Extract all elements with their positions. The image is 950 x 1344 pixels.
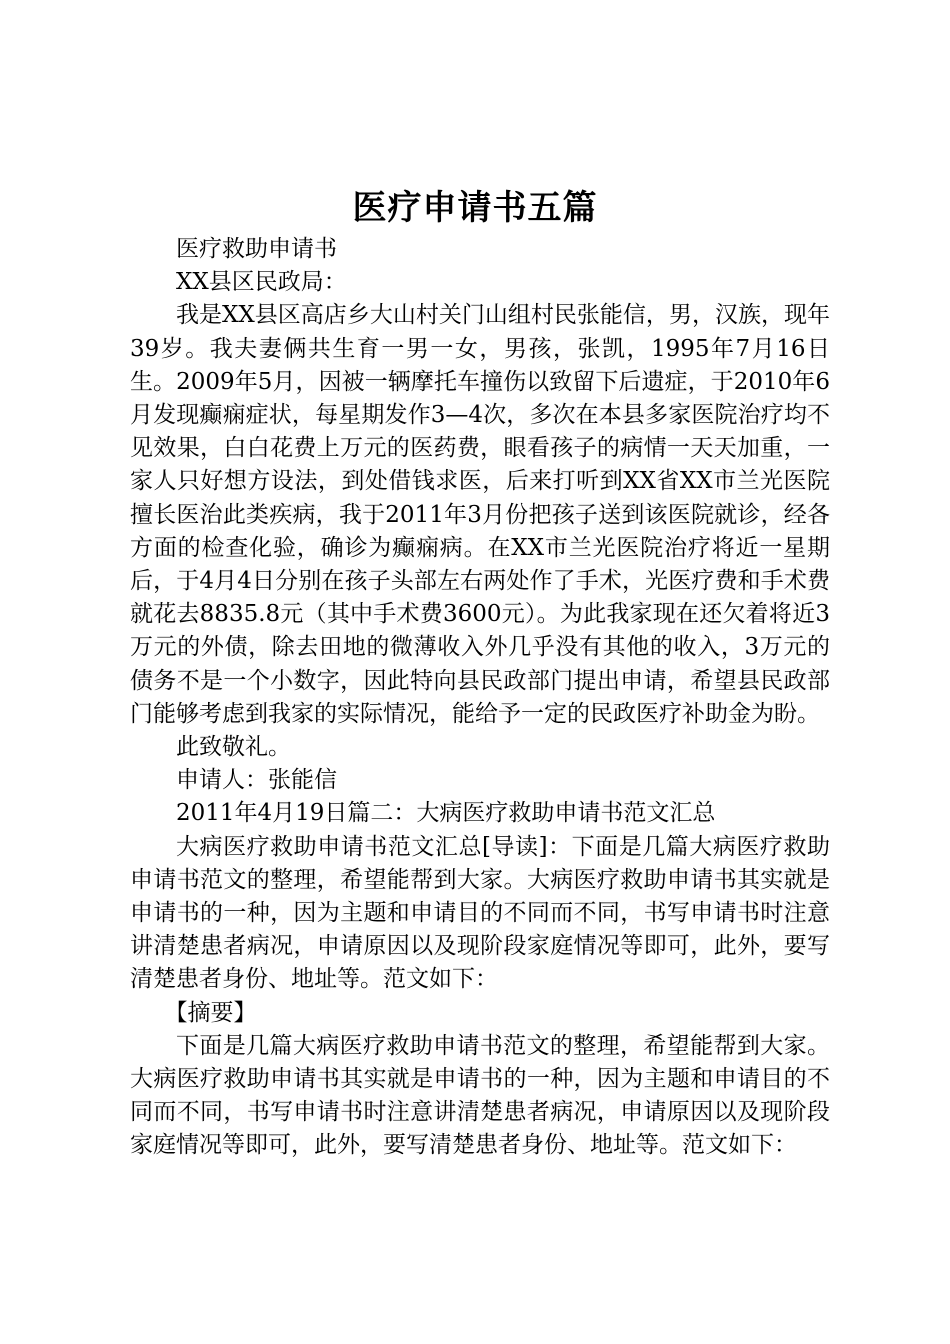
paragraph-abstract-label: 【摘要】 bbox=[164, 999, 257, 1026]
paragraph-heading: 医疗救助申请书 bbox=[176, 236, 337, 262]
paragraph-guide: 大病医疗救助申请书范文汇总[导读]：下面是几篇大病医疗救助申请书范文的整理，希望能帮到大家。大病医疗救助申请书其实就是申请书的一种，因为主题和申请目的不同而不同，书写申请书时注意讲清楚患者病况，申请原因以及现阶段家庭情况等即可，此外，要写清楚患者身份、地址等。范文如下： bbox=[130, 833, 830, 993]
paragraph-date-section-two: 2011年4月19日篇二：大病医疗救助申请书范文汇总 bbox=[176, 800, 716, 827]
paragraph-addressee: XX县区民政局： bbox=[176, 269, 347, 296]
paragraph-closing: 此致敬礼。 bbox=[176, 734, 291, 761]
document-body bbox=[130, 233, 830, 1163]
paragraph-main-body: 我是XX县区高店乡大山村关门山组村民张能信，男，汉族，现年39岁。我夫妻俩共生育一男一女，男孩，张凯，1995年7月16日生。2009年5月，因被一辆摩托车撞伤以致留下后遗症，于2010年6月发现癫痫症状，每星期发作3—4次，多次在本县多家医院治疗均不见效果，白白花费上万元的医药费，眼看孩子的病情一天天加重，一家人只好想方设法，到处借钱求医，后来打听到XX省XX市兰光医院擅长医治此类疾病，我于2011年3月份把孩子送到该医院就诊，经各方面的检查化验，确诊为癫痫病。在XX市兰光医院治疗将近一星期后，于4月4日分别在孩子头部左右两处作了手术，光医疗费和手术费就花去8835.8元（其中手术费3600元）。为此我家现在还欠着将近3万元的外债，除去田地的微薄收入外几乎没有其他的收入，3万元的债务不是一个小数字，因此特向县民政部门提出申请，希望县民政部门能够考虑到我家的实际情况，能给予一定的民政医疗补助金为盼。 bbox=[130, 302, 830, 727]
paragraph-abstract: 下面是几篇大病医疗救助申请书范文的整理，希望能帮到大家。大病医疗救助申请书其实就是申请书的一种，因为主题和申请目的不同而不同，书写申请书时注意讲清楚患者病况，申请原因以及现阶段家庭情况等即可，此外，要写清楚患者身份、地址等。范文如下： bbox=[130, 1032, 830, 1159]
document-title: 医疗申请书五篇 bbox=[352, 188, 598, 228]
paragraph-applicant: 申请人：张能信 bbox=[176, 767, 337, 794]
